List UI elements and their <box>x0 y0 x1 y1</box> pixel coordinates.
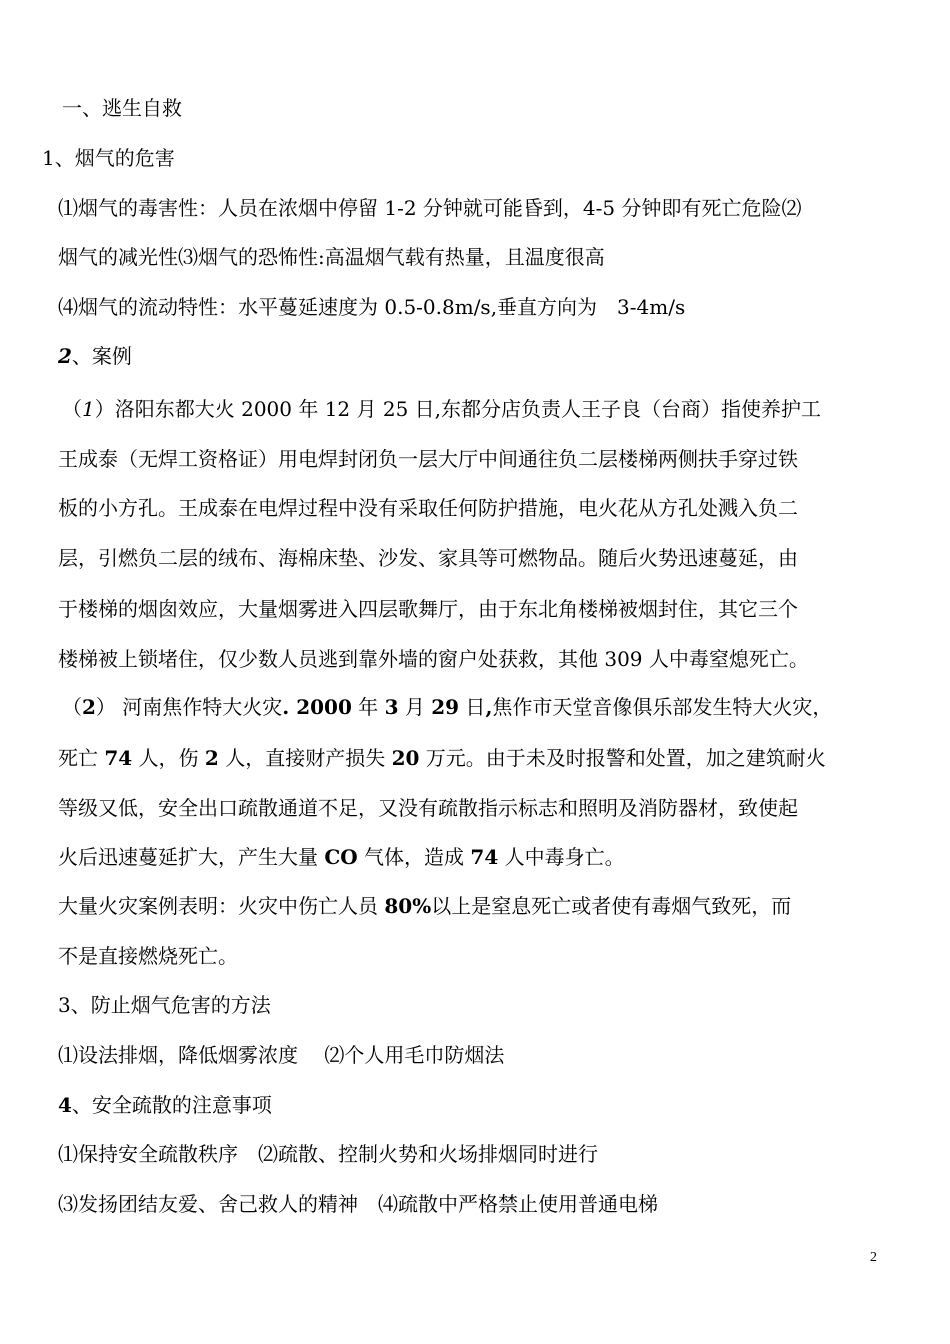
heading-text: 、案例 <box>71 344 132 368</box>
paragraph-line <box>62 396 892 422</box>
paragraph-line <box>62 694 892 720</box>
text-fragment: 火后迅速蔓延扩大，产生大量 <box>58 845 325 869</box>
text-fragment: 29 <box>431 695 460 719</box>
paragraph-line <box>58 893 888 919</box>
page-number: 2 <box>870 1250 877 1265</box>
paragraph-line: 楼梯被上锁堵住，仅少数人员逃到靠外墙的窗户处获救，其他 309 人中毒窒熄死亡。 <box>58 647 809 671</box>
case-number: 1 <box>82 397 95 421</box>
text-fragment: 死亡 <box>58 746 105 770</box>
paragraph-line: 等级又低，安全出口疏散通道不足，又没有疏散指示标志和照明及消防器材，致使起 <box>58 796 798 820</box>
text-fragment: （ <box>62 695 82 719</box>
text-fragment: （ <box>62 397 82 421</box>
heading-text: 、安全疏散的注意事项 <box>71 1093 272 1117</box>
text-fragment: 气体，造成 <box>357 845 471 869</box>
text-fragment: . 2000 <box>282 695 352 719</box>
paragraph-line: 于楼梯的烟囱效应，大量烟雾进入四层歌舞厅，由于东北角楼梯被烟封住，其它三个 <box>58 597 798 621</box>
text-fragment: 人，伤 <box>132 746 205 770</box>
paragraph-line: ⑴烟气的毒害性：人员在浓烟中停留 1-2 分钟就可能昏到，4-5 分钟即有死亡危险⑵ <box>58 196 802 220</box>
text-fragment: 20 <box>391 746 420 770</box>
section-title: 一、逃生自救 <box>62 96 182 120</box>
heading-prevention: 3、防止烟气危害的方法 <box>58 993 271 1017</box>
heading-smoke-hazards: 1、烟气的危害 <box>42 146 175 170</box>
heading-cases <box>58 343 888 369</box>
heading-number: 2 <box>58 344 72 368</box>
paragraph-line: ⑴保持安全疏散秩序 ⑵疏散、控制火势和火场排烟同时进行 <box>58 1142 598 1166</box>
case-number: 2 <box>82 695 96 719</box>
text-fragment: 大量火灾案例表明：火灾中伤亡人员 <box>58 894 385 918</box>
paragraph-line: ⑷烟气的流动特性：水平蔓延速度为 0.5-0.8m/s,垂直方向为 3-4m/s <box>58 295 686 319</box>
text-fragment: 人，直接财产损失 <box>218 746 392 770</box>
text-fragment: 人中毒身亡。 <box>498 845 625 869</box>
text-fragment: 月 <box>398 695 432 719</box>
heading-number: 4 <box>58 1093 72 1117</box>
text-fragment: 以上是窒息死亡或者使有毒烟气致死，而 <box>431 894 792 918</box>
paragraph-line: ⑶发扬团结友爱、舍己救人的精神 ⑷疏散中严格禁止使用普通电梯 <box>58 1192 658 1216</box>
text-fragment: 万元。由于未及时报警和处置，加之建筑耐火 <box>419 746 826 770</box>
paragraph-line <box>58 745 888 771</box>
text-fragment: ）洛阳东都大火 2000 年 12 月 25 日,东都分店负责人王子良（台商）指使养护工 <box>94 397 822 421</box>
paragraph-line: 不是直接燃烧死亡。 <box>58 944 238 968</box>
text-fragment: 年 <box>351 695 385 719</box>
text-fragment: 2 <box>204 746 219 770</box>
paragraph-line: 王成泰（无焊工资格证）用电焊封闭负一层大厅中间通往负二层楼梯两侧扶手穿过铁 <box>58 447 798 471</box>
text-fragment: CO <box>324 845 358 869</box>
text-fragment: ） 河南焦作特大火灾 <box>95 695 283 719</box>
text-fragment: 日 <box>459 695 486 719</box>
paragraph-line <box>58 844 888 870</box>
paragraph-line: 板的小方孔。王成泰在电焊过程中没有采取任何防护措施，电火花从方孔处溅入负二 <box>58 496 798 520</box>
text-fragment: 焦作市天堂音像俱乐部发生特大火灾， <box>492 695 833 719</box>
heading-evacuation <box>58 1092 888 1118</box>
paragraph-line: 层，引燃负二层的绒布、海棉床垫、沙发、家具等可燃物品。随后火势迅速蔓延，由 <box>58 546 798 570</box>
text-fragment: 3 <box>384 695 399 719</box>
paragraph-line: 烟气的减光性⑶烟气的恐怖性:高温烟气载有热量，且温度很高 <box>58 245 605 269</box>
text-fragment: 74 <box>104 746 133 770</box>
text-fragment: 80% <box>384 894 432 918</box>
paragraph-line: ⑴设法排烟，降低烟雾浓度 ⑵个人用毛巾防烟法 <box>58 1043 505 1067</box>
text-fragment: , <box>485 695 493 719</box>
text-fragment: 74 <box>470 845 499 869</box>
